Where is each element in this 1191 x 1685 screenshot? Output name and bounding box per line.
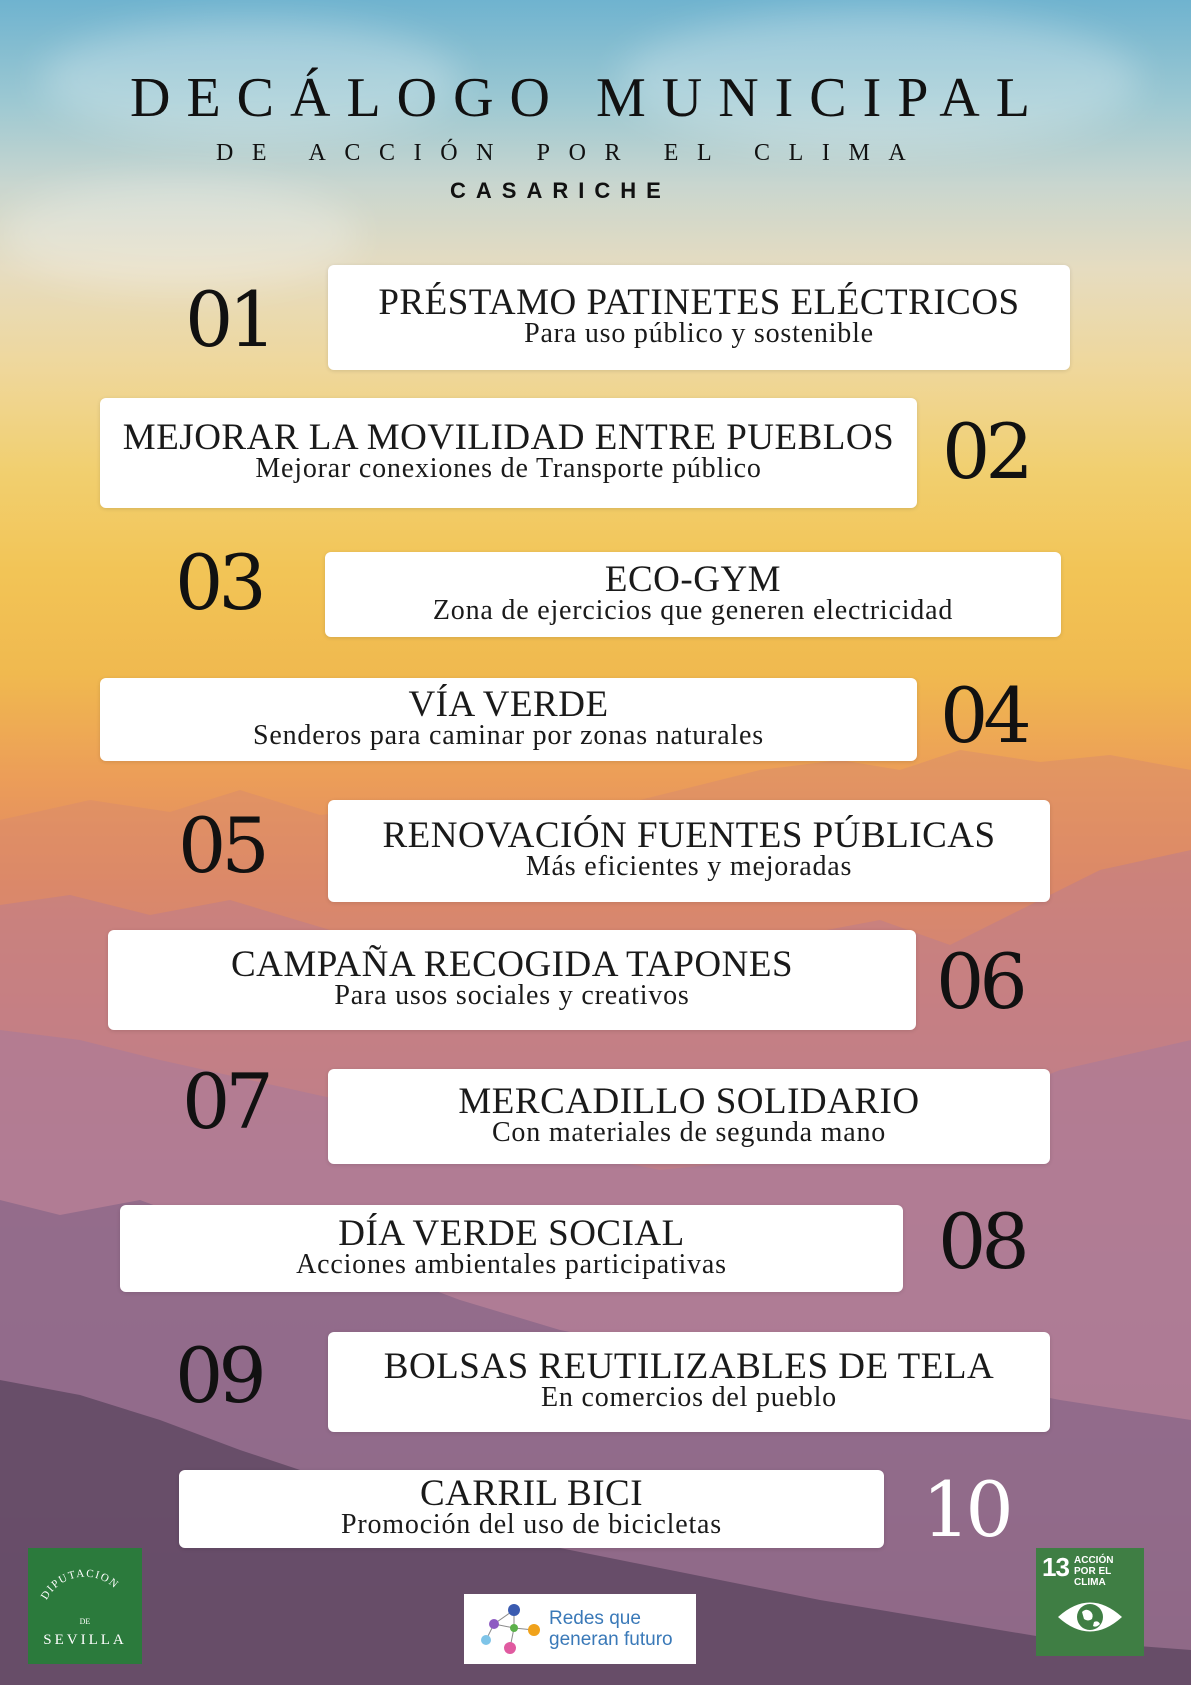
list-item — [328, 800, 1050, 902]
diputacion-text: DIPUTACION — [38, 1567, 122, 1602]
list-item — [179, 1470, 884, 1548]
item-title: RENOVACIÓN FUENTES PÚBLICAS — [382, 815, 996, 856]
list-item — [120, 1205, 903, 1292]
item-number: 08 — [938, 1197, 1025, 1286]
item-description: Acciones ambientales participativas — [296, 1248, 727, 1280]
item-number: 01 — [185, 275, 272, 364]
list-item — [100, 398, 917, 508]
eye-globe-icon — [1054, 1592, 1126, 1642]
page-title: DECÁLOGO MUNICIPAL — [130, 67, 1046, 129]
redes-line2: generan futuro — [549, 1629, 673, 1650]
item-description: Para usos sociales y creativos — [334, 980, 690, 1011]
network-icon — [470, 1600, 548, 1658]
redes-que-generan-futuro-logo — [464, 1594, 696, 1664]
item-description: Mejorar conexiones de Transporte público — [255, 453, 762, 484]
list-item — [108, 930, 916, 1030]
item-description: Más eficientes y mejoradas — [525, 851, 853, 882]
ods-line1: ACCIÓN — [1074, 1555, 1114, 1566]
item-title: PRÉSTAMO PATINETES ELÉCTRICOS — [378, 281, 1020, 323]
list-item — [100, 678, 917, 761]
ods-number: 13 — [1042, 1552, 1069, 1582]
ods-line2: POR EL CLIMA — [1074, 1566, 1112, 1588]
diputacion-sevilla-logo — [28, 1548, 142, 1664]
list-item — [328, 1332, 1050, 1432]
town-name: CASARICHE — [450, 178, 671, 203]
item-title: VÍA VERDE — [408, 683, 609, 725]
ods-13-logo — [1036, 1548, 1144, 1656]
item-description: Para uso público y sostenible — [524, 317, 874, 349]
item-number: 06 — [936, 937, 1023, 1026]
item-title: BOLSAS REUTILIZABLES DE TELA — [383, 1346, 995, 1387]
item-number: 09 — [175, 1331, 262, 1420]
item-number: 05 — [178, 801, 265, 890]
item-number: 10 — [922, 1465, 1009, 1554]
page-subtitle: DE ACCIÓN POR EL CLIMA — [216, 140, 925, 166]
item-number: 02 — [942, 407, 1029, 496]
item-description: En comercios del pueblo — [541, 1382, 837, 1413]
de-text: DE — [79, 1617, 91, 1626]
item-number: 03 — [175, 538, 262, 627]
item-title: CARRIL BICI — [419, 1473, 644, 1514]
item-description: Con materiales de segunda mano — [491, 1116, 887, 1148]
redes-line1: Redes que — [549, 1608, 641, 1629]
item-description: Promoción del uso de bicicletas — [341, 1509, 722, 1540]
item-number: 07 — [182, 1057, 269, 1146]
item-number: 04 — [940, 671, 1027, 760]
sevilla-text: SEVILLA — [43, 1632, 127, 1648]
item-title: DÍA VERDE SOCIAL — [338, 1212, 685, 1254]
item-title: CAMPAÑA RECOGIDA TAPONES — [230, 944, 794, 985]
item-description: Senderos para caminar por zonas naturales — [253, 719, 764, 751]
list-item — [325, 552, 1061, 637]
list-item — [328, 265, 1070, 370]
item-title: MERCADILLO SOLIDARIO — [458, 1080, 920, 1122]
item-title: MEJORAR LA MOVILIDAD ENTRE PUEBLOS — [122, 417, 895, 458]
svg-text:DIPUTACION — [39, 1567, 122, 1601]
item-description: Zona de ejercicios que generen electricidad — [432, 594, 954, 626]
list-item — [328, 1069, 1050, 1164]
item-title: ECO-GYM — [604, 558, 782, 600]
